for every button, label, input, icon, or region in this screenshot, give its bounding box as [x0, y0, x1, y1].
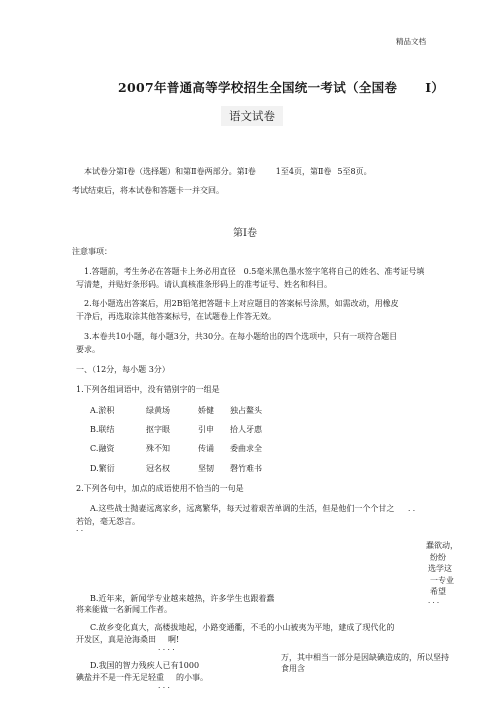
intro-line-1b: 1至4页，第Ⅱ卷	[275, 167, 332, 176]
q2-option-d-line-1: D.我国的智力残疾人已有1000	[90, 661, 200, 670]
q2-c-emphasis-dots: · · · ·	[158, 645, 175, 654]
option-word: 委曲求全	[230, 444, 262, 453]
watermark-text: 精品文档	[396, 37, 426, 46]
side-fragment-line: 希望	[430, 587, 446, 596]
option-word: 引申	[198, 425, 214, 434]
q2-d-emphasis-dots: · · ·	[158, 683, 170, 692]
option-word: 绿黄场	[146, 406, 170, 415]
option-word: 娇健	[198, 406, 214, 415]
note-1a: 1.答题前，考生务必在答题卡上务必用直径	[84, 267, 236, 276]
q1-option-c	[90, 443, 262, 454]
option-word: 磬竹难书	[230, 464, 262, 473]
note-1-line-1	[84, 266, 424, 277]
note-2-line-2: 干净后，再选取涂其他答案标号，在试题卷上作答无效。	[76, 312, 276, 321]
intro-line-1	[84, 166, 372, 177]
title-main: 2007年普通高等学校招生全国统一考试（全国卷	[118, 80, 398, 95]
intro-line-1a: 本试卷分第Ⅰ卷（选择题）和第Ⅱ卷两部分。第Ⅰ卷	[84, 167, 256, 176]
q2-d-text: 碘盐并不是一件无足轻重	[76, 673, 164, 682]
question-2-stem: 2.下列各句中，加点的成语使用不恰当的一句是	[76, 484, 244, 493]
intro-line-1c: 5至8页。	[337, 167, 372, 176]
section-heading: 第Ⅰ卷	[233, 228, 257, 239]
option-word: 坚韧	[198, 464, 214, 473]
q2-c-text: 开发区，真是沧海桑田	[76, 635, 156, 644]
q2-a-emphasis-dots: · ·	[76, 526, 84, 535]
title-close: ）	[431, 80, 445, 95]
q1-option-a	[90, 405, 262, 416]
part-1-heading: 一、（12分，每小题 3分）	[76, 365, 170, 374]
option-word: 独占鳌头	[230, 406, 262, 415]
q1-option-d	[90, 463, 262, 474]
side-fragment-line: 蠢欲动，	[426, 541, 458, 550]
q2-option-d-right-2: 食用含	[281, 664, 305, 673]
q2-option-d-right-1: 万，其中相当一部分是因缺碘造成的，所以坚持	[281, 653, 449, 662]
q2-option-b-line-2: 将来能做一名新闻工作者。	[76, 605, 172, 614]
side-fragment-dots: · · ·	[428, 598, 440, 607]
option-label: D.繁衍	[90, 464, 115, 473]
q2-d-tail: 的小事。	[176, 673, 208, 682]
q2-c-exclaim: 啊!	[168, 635, 180, 644]
note-2-line-1: 2.每小题选出答案后，用2B铅笔把答题卡上对应题目的答案标号涂黑，如需改动，用橡皮	[84, 299, 399, 308]
note-3-line-2: 要求。	[76, 345, 100, 354]
intro-line-2: 考试结束后，将本试卷和答题卡一并交回。	[72, 186, 224, 195]
q2-a-emphasis-dots-right: · ·	[408, 506, 416, 515]
option-word: 传诵	[198, 444, 214, 453]
q2-option-a-line-1: A.这些战士抛妻远离家乡，远离繁华，每天过着艰苦单调的生活，但是他们一个个甘之	[90, 504, 395, 513]
q2-option-d-line-2	[76, 672, 208, 683]
option-word: 殊不知	[146, 444, 170, 453]
page-subtitle: 语文试卷	[221, 106, 283, 126]
title-num: I	[425, 80, 432, 95]
side-fragment-line: 纷纷	[430, 552, 446, 562]
option-label: B.联结	[90, 425, 115, 434]
option-word: 冠名权	[146, 464, 170, 473]
note-1-line-2: 写清楚，并贴好条形码。请认真核准条形码上的准考证号、姓名和科目。	[76, 280, 332, 289]
notes-label: 注意事项：	[72, 247, 112, 256]
note-3-line-1: 3.本卷共10小题，每小题3分，共30分。在每小题给出的四个选项中，只有一项符合题目	[84, 332, 398, 341]
q2-option-b-line-1: B.近年来，新闻学专业越来越热，许多学生也跟着蠢	[90, 594, 275, 603]
side-fragment-line: 一专业	[430, 575, 454, 585]
side-fragment-line: 选学这	[428, 564, 452, 573]
option-word: 抠字眼	[146, 425, 170, 434]
page-title	[118, 78, 444, 96]
side-fragment	[426, 540, 458, 609]
option-label: A.淤积	[90, 406, 115, 415]
q2-option-c-line-1: C.故乡变化真大，高楼拔地起，小路变通衢，不毛的小山被夷为平地，建成了现代化的	[90, 623, 395, 632]
question-1-stem: 1.下列各组词语中，没有错别字的一组是	[76, 385, 220, 394]
option-word: 拾人牙惠	[230, 425, 262, 434]
q1-option-b	[90, 424, 262, 435]
option-label: C.融资	[90, 444, 115, 453]
q2-option-a-line-2: 若饴，毫无怨言。	[76, 517, 140, 526]
note-1b: 0.5毫米黑色墨水签字笔将自己的姓名、准考证号填	[243, 267, 425, 276]
